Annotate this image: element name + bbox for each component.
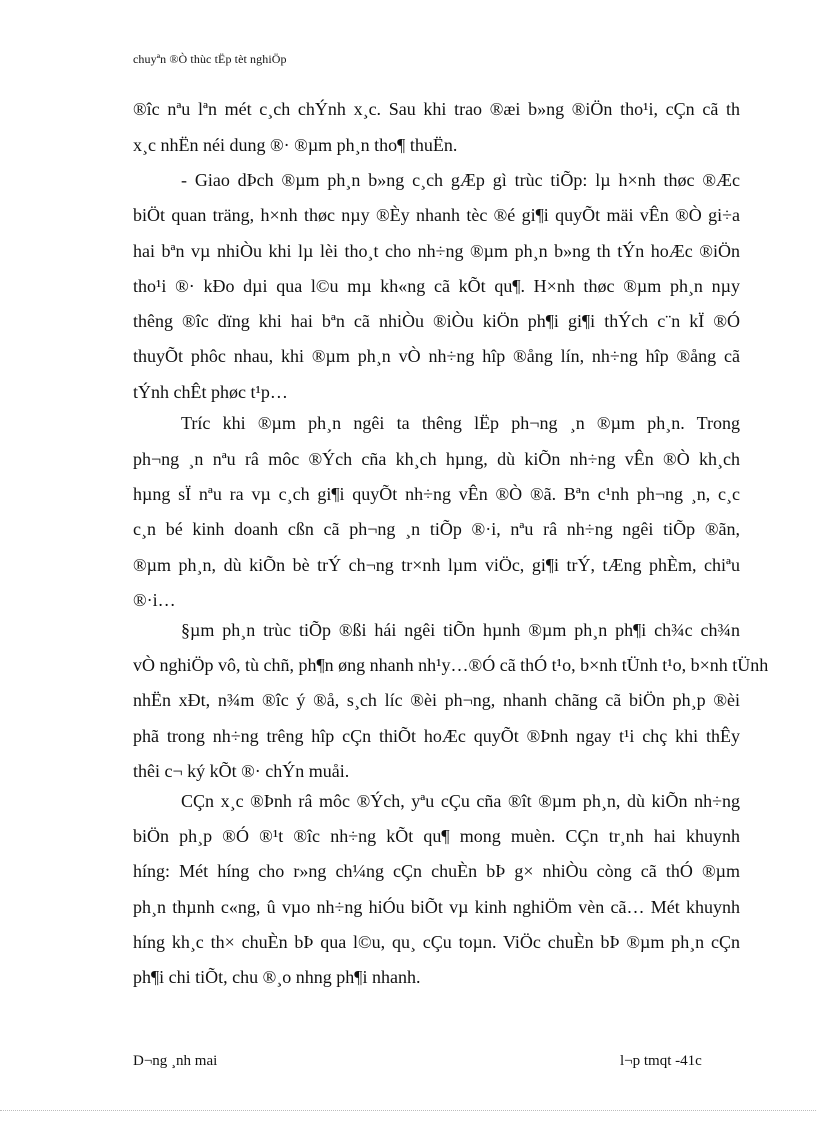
text-line: §µm ph¸n trùc tiÕp ®ßi hái ngêi tiÕn hµnh ®µm ph¸n ph¶i ch¾c ch¾n	[181, 620, 740, 640]
text-line: ph¶i chi tiÕt, chu ®¸o nhng ph¶i nhanh.	[133, 967, 421, 987]
text-line: x¸c nhËn néi dung ®· ®µm ph¸n tho¶ thuËn.	[133, 135, 458, 155]
text-line: tho¹i ®· kÐo dµi qua l©u mµ kh«ng cã kÕt qu¶. H×nh thøc ®µm ph¸n nµy	[133, 276, 740, 296]
footer-author: D¬ng ¸nh mai	[133, 1053, 218, 1069]
text-line: biÖt quan träng, h×nh thøc nµy ®Èy nhanh tèc ®é gi¶i quyÕt mäi vÊn ®Ò gi÷a	[133, 205, 740, 225]
text-line: ®µm ph¸n, dù kiÕn bè trÝ ch¬ng tr×nh lµm viÖc, gi¶i trÝ, tÆng phÈm, chiªu	[133, 555, 740, 575]
text-line: hµng sÏ nªu ra vµ c¸ch gi¶i quyÕt nh÷ng vÊn ®Ò ®ã. Bªn c¹nh ph¬ng ¸n, c¸c	[133, 484, 740, 504]
text-line: ph¸n thµnh c«ng, û vµo nh÷ng hiÓu biÕt vµ kinh nghiÖm vèn cã… Mét khuynh	[133, 897, 740, 917]
page-divider	[0, 1110, 816, 1111]
text-line: híng kh¸c th× chuÈn bÞ qua l©u, qu¸ cÇu toµn. ViÖc chuÈn bÞ ®µm ph¸n cÇn	[133, 932, 740, 952]
text-line: phã trong nh÷ng trêng hîp cÇn thiÕt hoÆc quyÕt ®Þnh ngay t¹i chç khi thÊy	[133, 726, 740, 746]
text-line: Tríc khi ®µm ph¸n ngêi ta thêng lËp ph¬ng ¸n ®µm ph¸n. Trong	[181, 413, 740, 433]
text-line: biÖn ph¸p ®Ó ®¹t ®îc nh÷ng kÕt qu¶ mong muèn. CÇn tr¸nh hai khuynh	[133, 826, 740, 846]
page-header: chuyªn ®Ò thùc tËp tèt nghiÖp	[133, 52, 287, 66]
text-line: thêi c¬ ký kÕt ®· chÝn muåi.	[133, 761, 350, 781]
text-line: ®îc nªu lªn mét c¸ch chÝnh x¸c. Sau khi trao ®æi b»ng ®iÖn tho¹i, cÇn cã th	[133, 99, 740, 119]
text-line: CÇn x¸c ®Þnh râ môc ®Ých, yªu cÇu cña ®ît ®µm ph¸n, dù kiÕn nh÷ng	[181, 791, 740, 811]
text-line: ®·i…	[133, 590, 176, 610]
footer-class: l¬p tmqt -41c	[620, 1053, 702, 1069]
text-line: tÝnh chÊt phøc t¹p…	[133, 382, 288, 402]
text-line: nhËn xÐt, n¾m ®îc ý ®å, s¸ch líc ®èi ph¬ng, nhanh chãng cã biÖn ph¸p ®èi	[133, 690, 740, 710]
text-line: vÒ nghiÖp vô, tù chñ, ph¶n øng nhanh nh¹y…®Ó cã thÓ t¹o, b×nh tÜnh t¹o, b×nh tÜnh	[133, 655, 769, 675]
text-line: híng: Mét híng cho r»ng ch¼ng cÇn chuÈn bÞ g× nhiÒu còng cã thÓ ®µm	[133, 861, 740, 881]
text-line: - Giao dÞch ®µm ph¸n b»ng c¸ch gÆp gì trùc tiÕp: lµ h×nh thøc ®Æc	[181, 170, 740, 190]
text-line: hai bªn vµ nhiÒu khi lµ lèi tho¸t cho nh÷ng ®µm ph¸n b»ng th tÝn hoÆc ®iÖn	[133, 241, 740, 261]
text-line: thuyÕt phôc nhau, khi ®µm ph¸n vÒ nh÷ng hîp ®ång lín, nh÷ng hîp ®ång cã	[133, 346, 740, 366]
text-line: c¸n bé kinh doanh cßn cã ph¬ng ¸n tiÕp ®·i, nªu râ nh÷ng ngêi tiÕp ®ãn,	[133, 519, 740, 539]
text-line: thêng ®îc dïng khi hai bªn cã nhiÒu ®iÒu kiÖn ph¶i gi¶i thÝch c¨n kÏ ®Ó	[133, 311, 740, 331]
text-line: ph¬ng ¸n nªu râ môc ®Ých cña kh¸ch hµng, dù kiÕn nh÷ng vÊn ®Ò kh¸ch	[133, 449, 740, 469]
